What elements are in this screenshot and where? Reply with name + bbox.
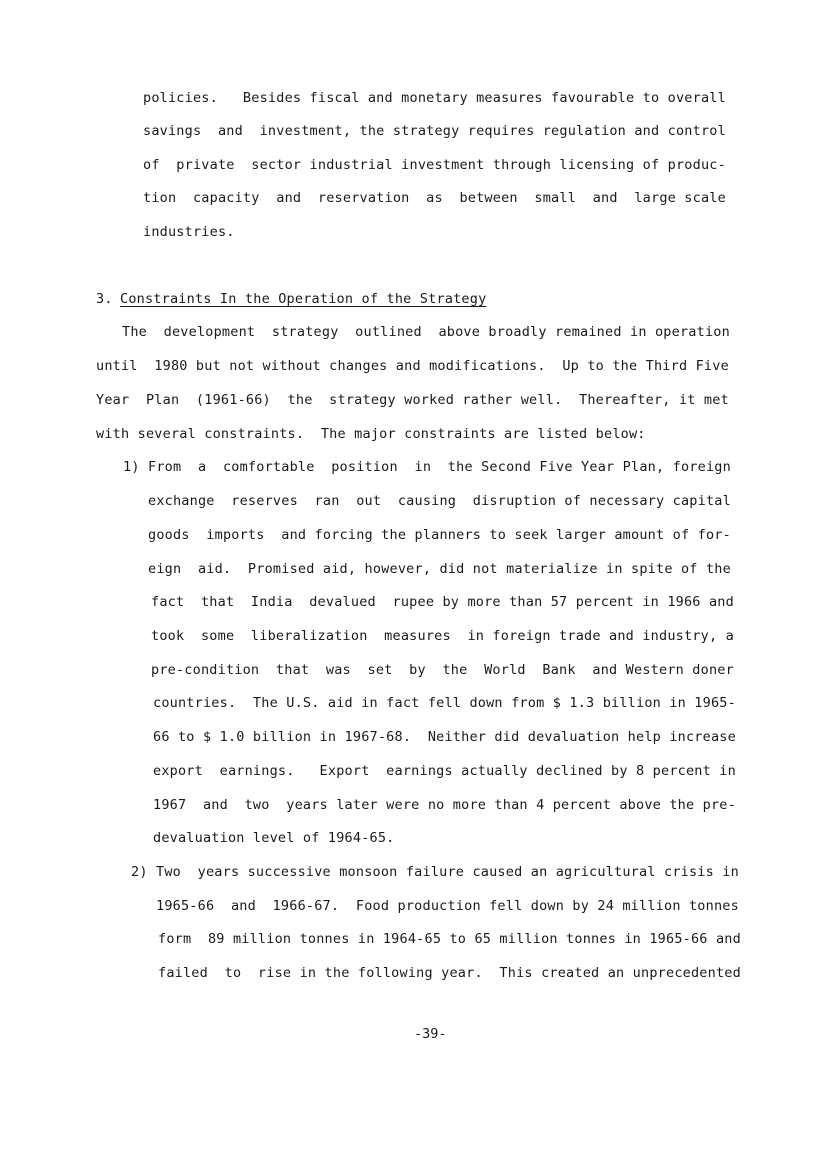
text-line: of private sector industrial investment through licensing of produc- bbox=[143, 157, 726, 173]
text-line: exchange reserves ran out causing disruption of necessary capital bbox=[148, 493, 731, 509]
list-item-marker: 1) bbox=[123, 459, 140, 475]
text-line: 1965-66 and 1966-67. Food production fell down by 24 million tonnes bbox=[156, 898, 739, 914]
text-line: fact that India devalued rupee by more than 57 percent in 1966 and bbox=[151, 594, 734, 610]
text-line: until 1980 but not without changes and modifications. Up to the Third Five bbox=[96, 358, 729, 374]
list-item-marker: 2) bbox=[131, 864, 148, 880]
text-line: Year Plan (1961-66) the strategy worked rather well. Thereafter, it met bbox=[96, 392, 729, 408]
text-line: goods imports and forcing the planners to seek larger amount of for- bbox=[148, 527, 731, 543]
text-line: failed to rise in the following year. This created an unprecedented bbox=[158, 965, 741, 981]
text-line: 66 to $ 1.0 billion in 1967-68. Neither did devaluation help increase bbox=[153, 729, 736, 745]
text-line: industries. bbox=[143, 224, 235, 240]
text-line: 1967 and two years later were no more than 4 percent above the pre- bbox=[153, 797, 736, 813]
text-line: policies. Besides fiscal and monetary measures favourable to overall bbox=[143, 90, 726, 106]
section-number: 3. bbox=[96, 291, 113, 307]
text-line: savings and investment, the strategy requires regulation and control bbox=[143, 123, 726, 139]
text-line: pre-condition that was set by the World Bank and Western doner bbox=[151, 662, 734, 678]
text-line: export earnings. Export earnings actually declined by 8 percent in bbox=[153, 763, 736, 779]
text-line: form 89 million tonnes in 1964-65 to 65 million tonnes in 1965-66 and bbox=[158, 931, 741, 947]
text-line: with several constraints. The major constraints are listed below: bbox=[96, 426, 646, 442]
text-line: took some liberalization measures in foreign trade and industry, a bbox=[151, 628, 734, 644]
text-line: The development strategy outlined above broadly remained in operation bbox=[122, 324, 730, 340]
text-line: From a comfortable position in the Second Five Year Plan, foreign bbox=[148, 459, 731, 475]
text-line: eign aid. Promised aid, however, did not materialize in spite of the bbox=[148, 561, 731, 577]
text-line: countries. The U.S. aid in fact fell down from $ 1.3 billion in 1965- bbox=[153, 695, 736, 711]
page-number: -39- bbox=[414, 1026, 447, 1042]
section-title: Constraints In the Operation of the Strategy bbox=[120, 291, 487, 307]
text-line: Two years successive monsoon failure caused an agricultural crisis in bbox=[156, 864, 739, 880]
text-line: tion capacity and reservation as between small and large scale bbox=[143, 190, 726, 206]
text-line: devaluation level of 1964-65. bbox=[153, 830, 395, 846]
